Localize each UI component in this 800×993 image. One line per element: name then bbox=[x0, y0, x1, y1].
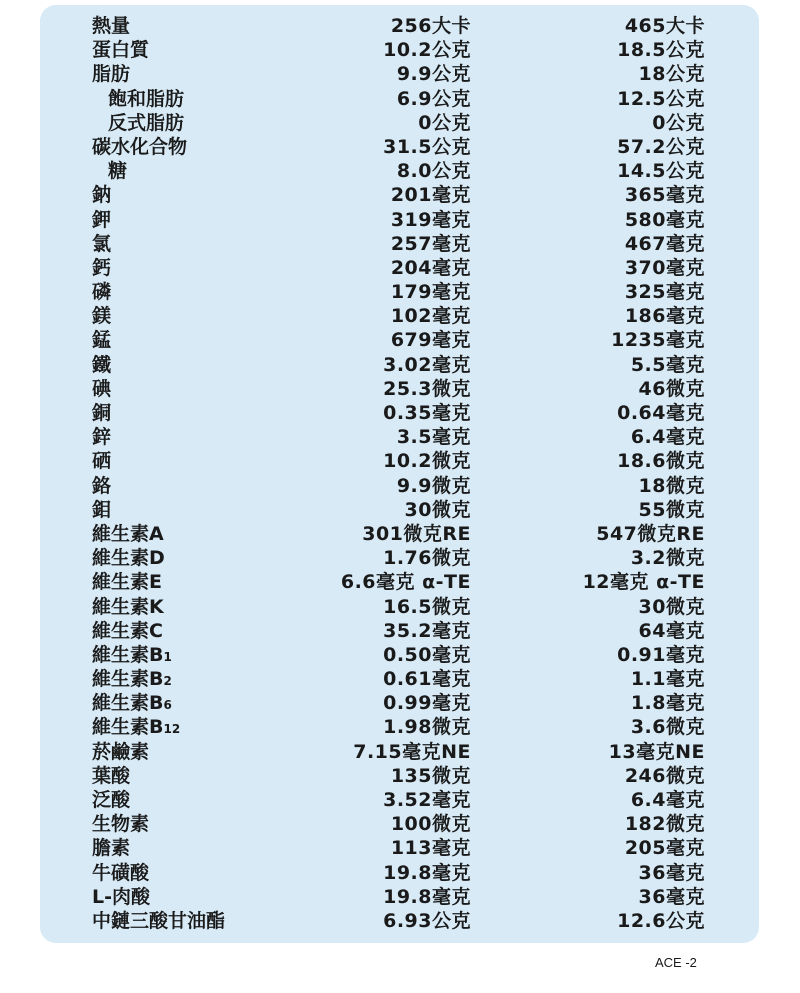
value-column-2: 1.8毫克 bbox=[630, 692, 705, 715]
table-row bbox=[40, 715, 759, 739]
table-row bbox=[40, 256, 759, 280]
value-column-1: 6.9公克 bbox=[396, 87, 471, 110]
table-row bbox=[40, 328, 759, 352]
nutrient-name bbox=[108, 87, 184, 111]
nutrient-label: 維生素B bbox=[92, 668, 164, 691]
nutrient-label: 硒 bbox=[92, 450, 112, 473]
table-row bbox=[40, 111, 759, 135]
nutrient-label: 熱量 bbox=[92, 15, 131, 37]
table-row bbox=[40, 909, 759, 933]
value-column-2: 46微克 bbox=[638, 377, 705, 400]
nutrient-name bbox=[92, 183, 111, 207]
value-column-2: 36毫克 bbox=[638, 885, 705, 908]
nutrient-label: 糖 bbox=[108, 160, 128, 183]
nutrient-name bbox=[92, 546, 165, 570]
value-column-2: 3.6微克 bbox=[630, 716, 705, 739]
value-column-1: 0.50毫克 bbox=[383, 643, 471, 666]
nutrient-subscript: 1 bbox=[163, 649, 172, 664]
page-reference: ACE -2 bbox=[655, 955, 697, 970]
nutrient-name bbox=[92, 208, 111, 232]
value-column-1: 679毫克 bbox=[390, 329, 471, 352]
nutrient-label: 碘 bbox=[92, 377, 112, 400]
value-column-1: 135微克 bbox=[390, 764, 471, 787]
nutrient-name bbox=[92, 619, 163, 643]
nutrient-name bbox=[108, 159, 127, 183]
value-column-1: 9.9公克 bbox=[396, 63, 471, 86]
nutrient-label: 鈣 bbox=[92, 256, 112, 279]
value-column-1: 10.2公克 bbox=[383, 39, 471, 62]
nutrient-name bbox=[92, 498, 111, 522]
nutrient-label: 鎂 bbox=[92, 305, 112, 328]
nutrient-label: 飽和脂肪 bbox=[108, 87, 185, 110]
value-column-2: 325毫克 bbox=[624, 281, 705, 304]
value-column-1: 8.0公克 bbox=[396, 160, 471, 183]
value-column-1: 6.93公克 bbox=[383, 909, 471, 932]
table-row bbox=[40, 38, 759, 62]
nutrient-label: 生物素 bbox=[92, 813, 150, 836]
value-column-2: 3.2微克 bbox=[630, 547, 705, 570]
value-column-1: 179毫克 bbox=[390, 281, 471, 304]
table-row bbox=[40, 667, 759, 691]
value-column-1: 7.15毫克NE bbox=[353, 740, 471, 763]
table-row bbox=[40, 861, 759, 885]
table-row bbox=[40, 135, 759, 159]
table-row bbox=[40, 183, 759, 207]
table-row bbox=[40, 14, 759, 38]
nutrient-label: 維生素C bbox=[92, 619, 163, 642]
nutrient-label: 氯 bbox=[92, 232, 112, 255]
value-column-2: 580毫克 bbox=[624, 208, 705, 231]
value-column-1: 3.5毫克 bbox=[396, 426, 471, 449]
value-column-2: 18公克 bbox=[638, 63, 705, 86]
nutrient-name bbox=[92, 595, 164, 619]
table-row bbox=[40, 595, 759, 619]
table-row bbox=[40, 788, 759, 812]
table-row bbox=[40, 474, 759, 498]
value-column-2: 12毫克 α-TE bbox=[582, 571, 705, 594]
table-row bbox=[40, 836, 759, 860]
nutrient-name bbox=[92, 691, 172, 717]
value-column-2: 6.4毫克 bbox=[630, 789, 705, 811]
nutrient-name bbox=[92, 425, 111, 449]
value-column-1: 301微克RE bbox=[362, 522, 471, 545]
nutrient-name bbox=[92, 304, 111, 328]
nutrient-subscript: 6 bbox=[163, 698, 172, 713]
nutrient-label: 鉬 bbox=[92, 498, 112, 521]
value-column-2: 0.64毫克 bbox=[617, 402, 705, 424]
value-column-2: 0公克 bbox=[652, 111, 705, 134]
value-column-1: 35.2毫克 bbox=[383, 619, 471, 642]
table-row bbox=[40, 159, 759, 183]
table-row bbox=[40, 812, 759, 836]
value-column-2: 5.5毫克 bbox=[630, 353, 705, 376]
value-column-1: 19.8毫克 bbox=[383, 861, 471, 884]
value-column-1: 3.52毫克 bbox=[383, 789, 471, 811]
value-column-2: 14.5公克 bbox=[617, 160, 705, 183]
nutrient-label: 維生素B bbox=[92, 716, 164, 739]
table-row bbox=[40, 643, 759, 667]
value-column-2: 1235毫克 bbox=[611, 329, 705, 352]
value-column-1: 201毫克 bbox=[390, 184, 471, 207]
nutrient-label: 錳 bbox=[92, 329, 112, 352]
value-column-1: 319毫克 bbox=[390, 208, 471, 231]
nutrient-name bbox=[92, 474, 111, 498]
nutrient-name bbox=[92, 38, 149, 62]
value-column-2: 36毫克 bbox=[638, 861, 705, 884]
nutrition-rows bbox=[40, 14, 759, 933]
nutrient-label: 維生素E bbox=[92, 571, 162, 594]
nutrient-label: 鉀 bbox=[92, 208, 112, 231]
nutrient-label: 維生素A bbox=[92, 522, 164, 545]
table-row bbox=[40, 546, 759, 570]
nutrient-name bbox=[92, 256, 111, 280]
table-row bbox=[40, 208, 759, 232]
nutrition-table-panel bbox=[40, 5, 759, 943]
value-column-2: 467毫克 bbox=[624, 232, 705, 255]
nutrient-name bbox=[92, 667, 172, 693]
nutrient-label: 維生素B bbox=[92, 643, 164, 666]
value-column-2: 182微克 bbox=[624, 813, 705, 836]
table-row bbox=[40, 280, 759, 304]
value-column-2: 465大卡 bbox=[624, 15, 705, 37]
value-column-1: 1.76微克 bbox=[383, 547, 471, 570]
nutrient-name bbox=[92, 449, 111, 473]
table-row bbox=[40, 377, 759, 401]
nutrient-label: 鉻 bbox=[92, 474, 112, 497]
value-column-1: 100微克 bbox=[390, 813, 471, 836]
nutrient-label: 葉酸 bbox=[92, 764, 131, 787]
value-column-2: 6.4毫克 bbox=[630, 426, 705, 449]
nutrient-label: 蛋白質 bbox=[92, 39, 150, 62]
nutrient-name bbox=[92, 861, 149, 885]
table-row bbox=[40, 885, 759, 909]
table-row bbox=[40, 353, 759, 377]
nutrient-name bbox=[92, 909, 225, 933]
value-column-1: 25.3微克 bbox=[383, 377, 471, 400]
value-column-1: 0公克 bbox=[418, 111, 471, 134]
value-column-1: 256大卡 bbox=[390, 15, 471, 37]
nutrient-name bbox=[92, 836, 130, 860]
value-column-2: 186毫克 bbox=[624, 305, 705, 328]
value-column-2: 370毫克 bbox=[624, 256, 705, 279]
value-column-2: 30微克 bbox=[638, 595, 705, 618]
nutrient-label: 菸鹼素 bbox=[92, 740, 150, 763]
value-column-2: 18微克 bbox=[638, 474, 705, 497]
value-column-1: 0.35毫克 bbox=[383, 402, 471, 424]
nutrient-name bbox=[92, 328, 111, 352]
nutrient-label: 維生素K bbox=[92, 595, 164, 618]
nutrient-name bbox=[92, 643, 172, 669]
table-row bbox=[40, 62, 759, 86]
nutrient-label: 鐵 bbox=[92, 353, 112, 376]
nutrient-name bbox=[92, 401, 111, 425]
nutrient-name bbox=[92, 715, 180, 741]
value-column-2: 55微克 bbox=[638, 498, 705, 521]
value-column-1: 257毫克 bbox=[390, 232, 471, 255]
value-column-2: 205毫克 bbox=[624, 837, 705, 860]
value-column-2: 64毫克 bbox=[638, 619, 705, 642]
value-column-1: 3.02毫克 bbox=[383, 353, 471, 376]
nutrient-name bbox=[108, 111, 184, 135]
table-row bbox=[40, 304, 759, 328]
value-column-2: 12.6公克 bbox=[617, 909, 705, 932]
value-column-1: 31.5公克 bbox=[383, 135, 471, 158]
table-row bbox=[40, 570, 759, 594]
table-row bbox=[40, 425, 759, 449]
nutrient-name bbox=[92, 522, 164, 546]
value-column-2: 57.2公克 bbox=[617, 135, 705, 158]
value-column-2: 13毫克NE bbox=[608, 740, 705, 763]
value-column-2: 0.91毫克 bbox=[617, 643, 705, 666]
value-column-1: 102毫克 bbox=[390, 305, 471, 328]
value-column-2: 1.1毫克 bbox=[630, 668, 705, 691]
nutrient-name bbox=[92, 353, 111, 377]
nutrient-name bbox=[92, 14, 130, 38]
value-column-1: 16.5微克 bbox=[383, 595, 471, 618]
value-column-2: 246微克 bbox=[624, 764, 705, 787]
nutrient-subscript: 12 bbox=[163, 722, 181, 737]
value-column-1: 9.9微克 bbox=[396, 474, 471, 497]
value-column-2: 18.6微克 bbox=[617, 450, 705, 473]
nutrient-label: L-肉酸 bbox=[92, 885, 150, 908]
nutrient-label: 碳水化合物 bbox=[92, 135, 188, 158]
table-row bbox=[40, 232, 759, 256]
nutrient-label: 鈉 bbox=[92, 184, 112, 207]
value-column-2: 12.5公克 bbox=[617, 87, 705, 110]
value-column-1: 0.61毫克 bbox=[383, 668, 471, 691]
nutrient-label: 膽素 bbox=[92, 837, 131, 860]
value-column-1: 0.99毫克 bbox=[383, 692, 471, 715]
table-row bbox=[40, 522, 759, 546]
value-column-2: 547微克RE bbox=[596, 522, 705, 545]
table-row bbox=[40, 87, 759, 111]
value-column-1: 1.98微克 bbox=[383, 716, 471, 739]
value-column-1: 6.6毫克 α-TE bbox=[340, 571, 471, 594]
value-column-1: 204毫克 bbox=[390, 256, 471, 279]
value-column-2: 365毫克 bbox=[624, 184, 705, 207]
value-column-1: 113毫克 bbox=[390, 837, 471, 860]
nutrient-label: 磷 bbox=[92, 281, 112, 304]
nutrient-label: 維生素D bbox=[92, 547, 165, 570]
nutrient-label: 鋅 bbox=[92, 426, 112, 449]
nutrient-name bbox=[92, 740, 149, 764]
nutrient-label: 泛酸 bbox=[92, 789, 131, 811]
nutrient-name bbox=[92, 885, 150, 909]
nutrient-name bbox=[92, 788, 130, 812]
value-column-1: 10.2微克 bbox=[383, 450, 471, 473]
nutrient-label: 維生素B bbox=[92, 692, 164, 715]
nutrient-label: 銅 bbox=[92, 402, 112, 424]
nutrient-name bbox=[92, 570, 162, 594]
table-row bbox=[40, 449, 759, 473]
nutrient-name bbox=[92, 377, 111, 401]
table-row bbox=[40, 498, 759, 522]
nutrient-name bbox=[92, 812, 149, 836]
table-row bbox=[40, 619, 759, 643]
value-column-2: 18.5公克 bbox=[617, 39, 705, 62]
nutrient-name bbox=[92, 232, 111, 256]
table-row bbox=[40, 691, 759, 715]
nutrient-name bbox=[92, 764, 130, 788]
table-row bbox=[40, 764, 759, 788]
nutrient-name bbox=[92, 135, 187, 159]
nutrient-label: 脂肪 bbox=[92, 63, 131, 86]
table-row bbox=[40, 401, 759, 425]
nutrient-label: 反式脂肪 bbox=[108, 111, 185, 134]
value-column-1: 19.8毫克 bbox=[383, 885, 471, 908]
nutrient-name bbox=[92, 62, 130, 86]
table-row bbox=[40, 740, 759, 764]
nutrient-label: 牛磺酸 bbox=[92, 861, 150, 884]
value-column-1: 30微克 bbox=[404, 498, 471, 521]
nutrient-subscript: 2 bbox=[163, 674, 172, 689]
nutrient-name bbox=[92, 280, 111, 304]
nutrient-label: 中鏈三酸甘油酯 bbox=[92, 909, 226, 932]
